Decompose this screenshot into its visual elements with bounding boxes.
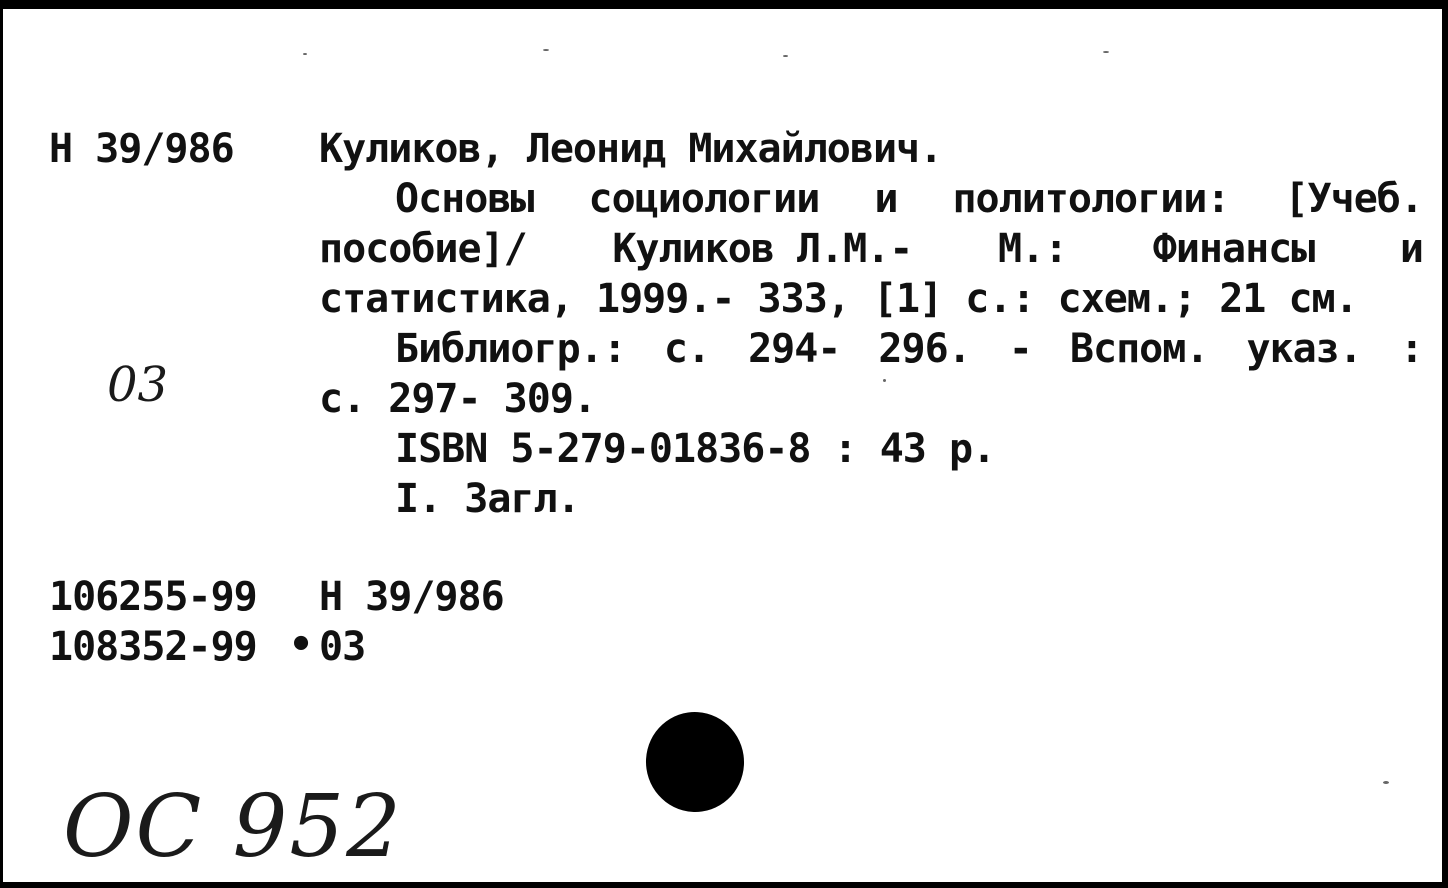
title-word: Основы <box>395 176 534 222</box>
imprint-segment: пособие]/ <box>319 226 527 272</box>
title-word: и <box>874 176 898 222</box>
scan-speck <box>883 379 886 382</box>
imprint-segment: Куликов Л.М.- <box>612 226 913 272</box>
title-word: [Учеб. <box>1284 176 1423 222</box>
notes-segment: с. <box>663 326 711 372</box>
imprint-segment: М.: <box>997 226 1068 272</box>
tracing-line: I. Загл. <box>395 476 580 522</box>
notes-segment: 294- <box>748 326 841 372</box>
call-number: Н 39/986 <box>49 126 234 172</box>
scan-speck <box>1103 51 1109 53</box>
title-word: политологии: <box>952 176 1230 222</box>
notes-line-2: с. 297- 309. <box>319 376 596 422</box>
notes-segment: указ. <box>1246 326 1362 372</box>
imprint-line-2 <box>319 226 1423 272</box>
scan-speck <box>303 53 307 55</box>
notes-line-1 <box>395 326 1423 372</box>
notes-segment: Вспом. <box>1069 326 1209 372</box>
title-word: социологии <box>588 176 820 222</box>
inventory-location: Н 39/986 <box>319 574 504 620</box>
imprint-segment: Финансы <box>1152 226 1315 272</box>
handwritten-code: OC 952 <box>63 777 403 877</box>
scan-speck <box>783 55 788 57</box>
isbn-line: ISBN 5-279-01836-8 : 43 р. <box>395 426 996 472</box>
scan-speck <box>1383 781 1389 784</box>
inventory-location: 03 <box>319 624 366 670</box>
notes-segment: Библиогр.: <box>395 326 626 372</box>
inventory-number: 106255-99 <box>49 574 257 620</box>
bullet-dot: • <box>289 622 313 668</box>
notes-segment: - <box>1008 326 1032 372</box>
imprint-line-3: статистика, 1999.- 333, [1] с.: схем.; 21 см. <box>319 276 1358 322</box>
author-heading: Куликов, Леонид Михайлович. <box>319 126 943 172</box>
notes-segment: : <box>1399 326 1423 372</box>
notes-segment: 296. <box>878 326 971 372</box>
inventory-number: 108352-99 <box>49 624 257 670</box>
scan-speck <box>543 49 549 51</box>
title-line-1 <box>395 176 1423 222</box>
punch-hole <box>640 706 751 819</box>
imprint-segment: и <box>1399 226 1423 272</box>
handwritten-mark: 03 <box>107 357 169 413</box>
